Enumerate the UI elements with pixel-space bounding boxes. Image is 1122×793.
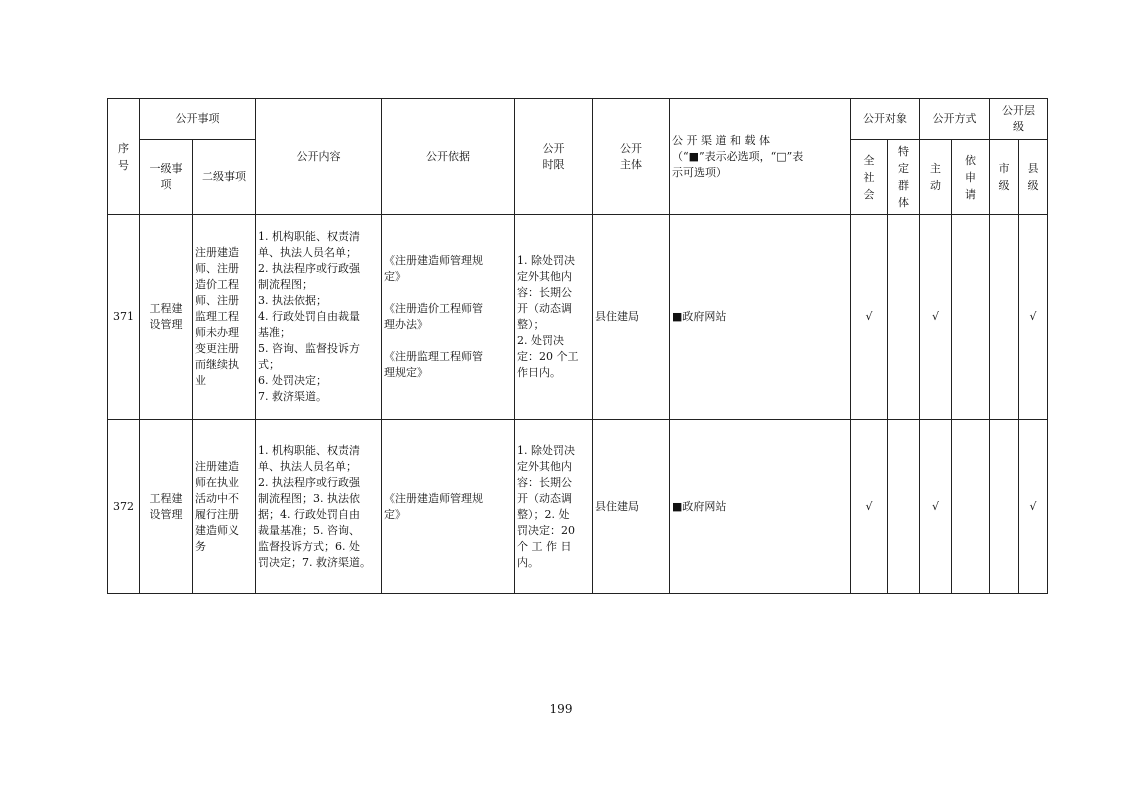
row-all-society-check: √: [851, 215, 888, 420]
header-specific-group: 特 定 群 体: [888, 140, 920, 215]
row-city-check: [990, 215, 1019, 420]
disclosure-table: [107, 98, 1048, 594]
header-seq: 序 号: [108, 99, 140, 215]
table-row: [108, 215, 1048, 420]
row-active-check: √: [920, 215, 952, 420]
row-all-society-check: √: [851, 420, 888, 594]
row-content: 1. 机构职能、权责清 单、执法人员名单； 2. 执法程序或行政强 制流程图；3. 执法依 据；4. 行政处罚自由 裁量基准；5. 咨询、 监督投诉方式；6. 处 罚决定；7. 救济渠道。: [256, 420, 382, 594]
header-row-1: [108, 99, 1048, 140]
row-level1: 工程建 设管理: [140, 215, 193, 420]
row-channel: ■政府网站: [670, 215, 851, 420]
header-subject: 公开 主体: [593, 99, 670, 215]
page-number: 199: [549, 702, 573, 716]
header-all-society: 全 社 会: [851, 140, 888, 215]
row-basis: 《注册建造师管理规 定》 《注册造价工程师管 理办法》 《注册监理工程师管 理规定》: [382, 215, 515, 420]
row-basis: 《注册建造师管理规 定》: [382, 420, 515, 594]
row-time-limit: 1. 除处罚决 定外其他内 容：长期公 开（动态调 整）； 2. 处罚决 定：20 个工 作日内。: [515, 215, 593, 420]
header-matters: 公开事项: [140, 99, 256, 140]
row-county-check: √: [1019, 420, 1048, 594]
header-level1: 一级事 项: [140, 140, 193, 215]
row-seq: 372: [108, 420, 140, 594]
header-audience: 公开对象: [851, 99, 920, 140]
row-active-check: √: [920, 420, 952, 594]
header-active: 主 动: [920, 140, 952, 215]
row-level2: 注册建造 师在执业 活动中不 履行注册 建造师义 务: [193, 420, 256, 594]
header-county: 县 级: [1019, 140, 1048, 215]
header-tier: 公开层 级: [990, 99, 1048, 140]
header-city: 市 级: [990, 140, 1019, 215]
row-city-check: [990, 420, 1019, 594]
table-row: [108, 420, 1048, 594]
row-specific-group-check: [888, 420, 920, 594]
header-basis: 公开依据: [382, 99, 515, 215]
header-content: 公开内容: [256, 99, 382, 215]
row-level2: 注册建造 师、注册 造价工程 师、注册 监理工程 师未办理 变更注册 而继续执 业: [193, 215, 256, 420]
header-on-request: 依 申 请: [952, 140, 990, 215]
row-content: 1. 机构职能、权责清 单、执法人员名单； 2. 执法程序或行政强 制流程图； 3. 执法依据； 4. 行政处罚自由裁量 基准； 5. 咨询、监督投诉方 式； 6. 处罚决定； 7. 救济渠道。: [256, 215, 382, 420]
row-on-request-check: [952, 215, 990, 420]
row-subject: 县住建局: [593, 215, 670, 420]
row-subject: 县住建局: [593, 420, 670, 594]
row-channel: ■政府网站: [670, 420, 851, 594]
header-method: 公开方式: [920, 99, 990, 140]
row-time-limit: 1. 除处罚决 定外其他内 容：长期公 开（动态调 整）；2. 处 罚决定：20 个 工 作 日 内。: [515, 420, 593, 594]
header-channel: 公 开 渠 道 和 载 体 （“■”表示必选项，“□”表 示可选项）: [670, 99, 851, 215]
row-on-request-check: [952, 420, 990, 594]
header-level2: 二级事项: [193, 140, 256, 215]
row-county-check: √: [1019, 215, 1048, 420]
row-specific-group-check: [888, 215, 920, 420]
header-time-limit: 公开 时限: [515, 99, 593, 215]
row-seq: 371: [108, 215, 140, 420]
row-level1: 工程建 设管理: [140, 420, 193, 594]
